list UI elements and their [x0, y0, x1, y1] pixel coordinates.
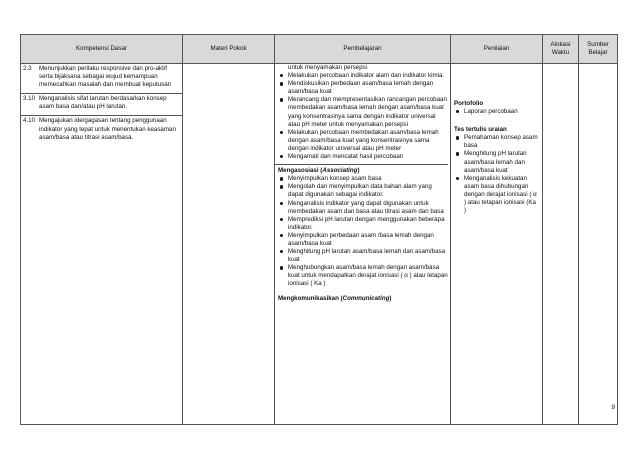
list-item: Laporan percobaan — [454, 108, 539, 116]
materi-pokok-cell — [183, 64, 275, 425]
list-item: Menganalisis indikator yang dapat digunakan untuk membedakan asam dan basa atau titrasi asam dan basa — [278, 200, 448, 216]
table-row — [21, 64, 618, 425]
section-mengasosiasi — [275, 164, 448, 288]
kd-item — [21, 116, 182, 145]
bullet-icon — [456, 110, 459, 113]
syllabus-table — [20, 34, 618, 425]
kd-number: 3.10 — [23, 95, 36, 103]
list-item: Melakukan percobaan indikator alam dan indikator kimia. — [278, 72, 448, 80]
bullet-icon — [280, 98, 283, 101]
list-item: Menyimpulkan konsep asam basa — [278, 175, 448, 183]
portofolio-list — [454, 108, 539, 116]
table-header-row — [21, 35, 618, 64]
bullet-icon — [456, 152, 459, 155]
kd-item — [21, 64, 182, 94]
pembelajaran-lead-text: untuk menyamakan persepsi — [288, 64, 368, 71]
list-item: Pemahaman konsep asam basa — [454, 134, 539, 150]
header-sumber-belajar: Sumber Belajar — [579, 35, 618, 64]
header-alokasi-waktu: Alokasi Waktu — [543, 35, 579, 64]
section-title: Mengasosiasi (Associating) — [278, 167, 360, 175]
list-item: Menganalisis kekuatan asam basa dihubungan dengan derajat ionisasi ( α ) atau tetapan ionisasi (Ka ) — [454, 175, 539, 215]
list-item: Mendiskusikan perbedaan asam/basa lemah dengan asam/basa kuat — [278, 80, 448, 96]
tes-list — [454, 134, 539, 215]
bullet-icon — [280, 202, 283, 205]
section-title: Mengkomunikasikan (Communicating) — [278, 294, 392, 302]
bullet-icon — [280, 218, 283, 221]
kd-item — [21, 94, 182, 116]
list-item: Menyimpulkan perbedaan asam /basa lemah dengan asam/basa kuat — [278, 232, 448, 248]
list-item: Menghitung pH larutan asam/basa lemah dan asam/basa kuat — [278, 248, 448, 264]
alokasi-waktu-cell — [543, 64, 579, 425]
bullet-icon — [280, 74, 283, 77]
bullet-icon — [456, 177, 459, 180]
kd-text: Menunjukkan perilaku responsive dan pro-aktif serta bijaksana sebagai wujud kemampuan memecahkan masalah dan membuat keputusan — [39, 65, 172, 89]
pembelajaran-cell — [275, 64, 451, 425]
sumber-belajar-cell — [579, 64, 618, 425]
list-item: Mengamati dan mencatat hasil percobaan — [278, 153, 448, 161]
penilaian-cell — [451, 64, 543, 425]
section-mengkomunikasikan — [275, 295, 448, 303]
tes-tertulis-title: Tes tertulis uraian — [454, 126, 507, 134]
bullet-icon — [280, 82, 283, 85]
bullet-icon — [456, 136, 459, 139]
header-kompetensi-dasar: Kompetensi Dasar — [21, 35, 183, 64]
pembelajaran-list-2 — [278, 175, 448, 288]
bullet-icon — [280, 234, 283, 237]
kd-number: 4.10 — [23, 117, 36, 125]
bullet-icon — [280, 250, 283, 253]
list-item: Menghubungkan asam/basa lemah dengan asam/basa kuat untuk mendapatkan derajat ionisasi ( α ) atau tetapan ionisasi ( Ka ) — [278, 264, 448, 288]
bullet-icon — [280, 177, 283, 180]
kd-text: Menganalisis sifat larutan berdasarkan konsep asam basa dan/atau pH larutan. — [39, 95, 167, 111]
list-item: Mengolah dan menyimpulkan data bahan alam yang dapat digunakan sebagai indikator. — [278, 183, 448, 199]
header-penilaian: Penilaian — [451, 35, 543, 64]
kd-text: Mengajukan ide/gagasan tentang penggunaan indikator yang tepat untuk menentukan keasaman asam/basa atau titrasi asam/basa. — [39, 117, 176, 141]
bullet-icon — [280, 155, 283, 158]
portofolio-title: Portofolio — [454, 100, 484, 107]
pembelajaran-list-1 — [278, 72, 448, 161]
header-materi-pokok: Materi Pokok — [183, 35, 275, 64]
list-item: Menghitung pH larutan asam/basa lemah dan asam/basa kuat — [454, 150, 539, 174]
bullet-icon — [280, 266, 283, 269]
bullet-icon — [280, 131, 283, 134]
bullet-icon — [280, 185, 283, 188]
page-number: 9 — [611, 404, 615, 411]
kd-number: 2.3 — [23, 65, 32, 72]
list-item: Merancang dan mempresentasikan rancangan percobaan membedakan asam/basa lemah dengan asam/basa kuat yang konsentrasinya sama dengan indikator universal atau pH meter untuk menyamakan persepsi — [278, 96, 448, 128]
kompetensi-dasar-cell — [21, 64, 183, 425]
list-item: Melakukan percobaan membedakan asam/basa lemah dengan asam/basa kuat yang konsentrasinya sama dengan indikator universal atau pH meter — [278, 129, 448, 153]
list-item: Memprediksi pH larutan dengan menggunakan beberapa indikator. — [278, 216, 448, 232]
header-pembelajaran: Pembelajaran — [275, 35, 451, 64]
